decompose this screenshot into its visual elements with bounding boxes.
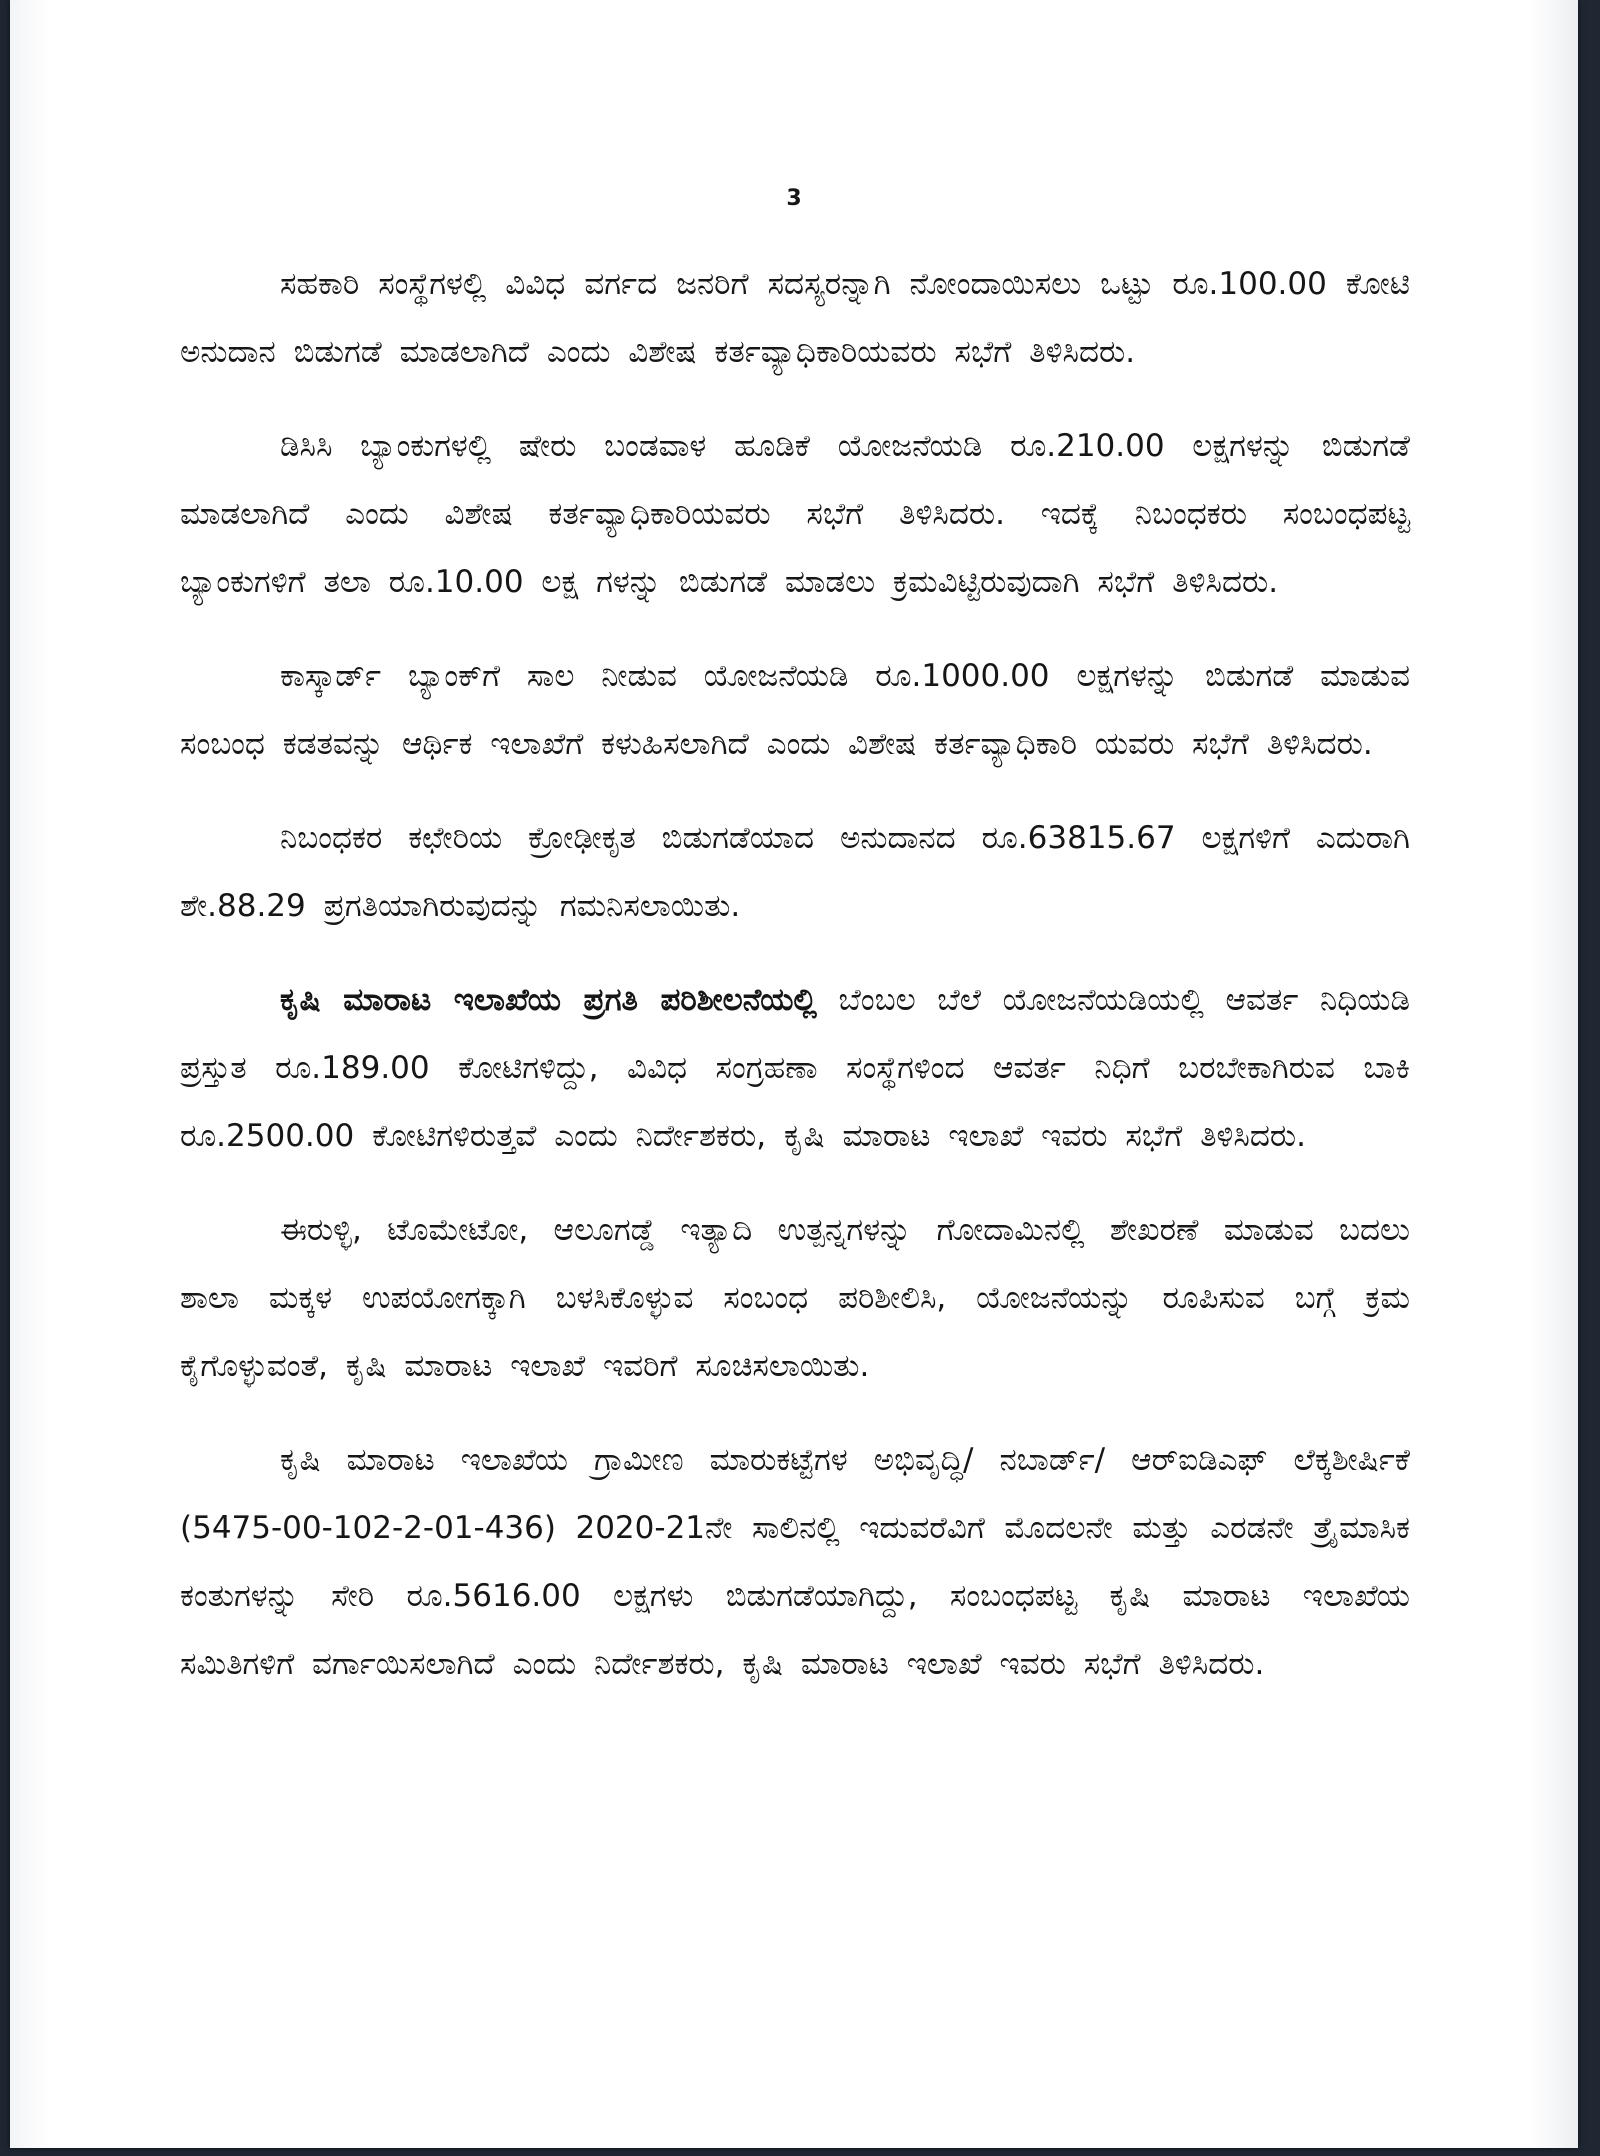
paragraph-5	[180, 966, 1410, 1170]
paragraph-1	[180, 250, 1410, 386]
paragraph-text: ಸಹಕಾರಿ ಸಂಸ್ಥೆಗಳಲ್ಲಿ ವಿವಿಧ ವರ್ಗದ ಜನರಿಗೆ ಸದಸ್ಯರನ್ನಾಗಿ ನೋಂದಾಯಿಸಲು ಒಟ್ಟು ರೂ.100.00 ಕೋಟಿ ಅನುದಾನ ಬಿಡುಗಡೆ ಮಾಡಲಾಗಿದೆ ಎಂದು ವಿಶೇಷ ಕರ್ತವ್ಯಾಧಿಕಾರಿಯವರು ಸಭೆಗೆ ತಿಳಿಸಿದರು.	[180, 266, 1410, 370]
paragraph-bold-lead: ಕೃಷಿ ಮಾರಾಟ ಇಲಾಖೆಯ ಪ್ರಗತಿ ಪರಿಶೀಲನೆಯಲ್ಲಿ	[280, 982, 817, 1018]
paragraph-text: ಈರುಳ್ಳಿ, ಟೊಮೇಟೋ, ಆಲೂಗಡ್ಡೆ ಇತ್ಯಾದಿ ಉತ್ಪನ್ನಗಳನ್ನು ಗೋದಾಮಿನಲ್ಲಿ ಶೇಖರಣೆ ಮಾಡುವ ಬದಲು ಶಾಲಾ ಮಕ್ಕಳ ಉಪಯೋಗಕ್ಕಾಗಿ ಬಳಸಿಕೊಳ್ಳುವ ಸಂಬಂಧ ಪರಿಶೀಲಿಸಿ, ಯೋಜನೆಯನ್ನು ರೂಪಿಸುವ ಬಗ್ಗೆ ಕ್ರಮ ಕೈಗೊಳ್ಳುವಂತೆ, ಕೃಷಿ ಮಾರಾಟ ಇಲಾಖೆ ಇವರಿಗೆ ಸೂಚಿಸಲಾಯಿತು.	[180, 1212, 1410, 1384]
paragraph-4	[180, 804, 1410, 940]
paragraph-2	[180, 412, 1410, 616]
paragraph-3	[180, 642, 1410, 778]
paragraph-text: ಕೃಷಿ ಮಾರಾಟ ಇಲಾಖೆಯ ಗ್ರಾಮೀಣ ಮಾರುಕಟ್ಟೆಗಳ ಅಭಿವೃದ್ಧಿ/ ನಬಾರ್ಡ್/ ಆರ್‌ಐಡಿಎಫ್ ಲೆಕ್ಕಶೀರ್ಷಿಕೆ (5475-00-102-2-01-436) 2020-21ನೇ ಸಾಲಿನಲ್ಲಿ ಇದುವರೆವಿಗೆ ಮೊದಲನೇ ಮತ್ತು ಎರಡನೇ ತ್ರೈಮಾಸಿಕ ಕಂತುಗಳನ್ನು ಸೇರಿ ರೂ.5616.00 ಲಕ್ಷಗಳು ಬಿಡುಗಡೆಯಾಗಿದ್ದು, ಸಂಬಂಧಪಟ್ಟ ಕೃಷಿ ಮಾರಾಟ ಇಲಾಖೆಯ ಸಮಿತಿಗಳಿಗೆ ವರ್ಗಾಯಿಸಲಾಗಿದೆ ಎಂದು ನಿರ್ದೇಶಕರು, ಕೃಷಿ ಮಾರಾಟ ಇಲಾಖೆ ಇವರು ಸಭೆಗೆ ತಿಳಿಸಿದರು.	[180, 1442, 1410, 1682]
paragraph-text: ಡಿಸಿಸಿ ಬ್ಯಾಂಕುಗಳಲ್ಲಿ ಷೇರು ಬಂಡವಾಳ ಹೂಡಿಕೆ ಯೋಜನೆಯಡಿ ರೂ.210.00 ಲಕ್ಷಗಳನ್ನು ಬಿಡುಗಡೆ ಮಾಡಲಾಗಿದೆ ಎಂದು ವಿಶೇಷ ಕರ್ತವ್ಯಾಧಿಕಾರಿಯವರು ಸಭೆಗೆ ತಿಳಿಸಿದರು. ಇದಕ್ಕೆ ನಿಬಂಧಕರು ಸಂಬಂಧಪಟ್ಟ ಬ್ಯಾಂಕುಗಳಿಗೆ ತಲಾ ರೂ.10.00 ಲಕ್ಷ ಗಳನ್ನು ಬಿಡುಗಡೆ ಮಾಡಲು ಕ್ರಮವಿಟ್ಟಿರುವುದಾಗಿ ಸಭೆಗೆ ತಿಳಿಸಿದರು.	[180, 428, 1410, 600]
paragraph-7	[180, 1426, 1410, 1698]
document-page	[10, 0, 1578, 2148]
document-body	[180, 250, 1410, 1724]
paragraph-text: ನಿಬಂಧಕರ ಕಛೇರಿಯ ಕ್ರೋಢೀಕೃತ ಬಿಡುಗಡೆಯಾದ ಅನುದಾನದ ರೂ.63815.67 ಲಕ್ಷಗಳಿಗೆ ಎದುರಾಗಿ ಶೇ.88.29 ಪ್ರಗತಿಯಾಗಿರುವುದನ್ನು ಗಮನಿಸಲಾಯಿತು.	[180, 820, 1410, 924]
paragraph-text: ಕಾಸ್ಕಾರ್ಡ್ ಬ್ಯಾಂಕ್‌ಗೆ ಸಾಲ ನೀಡುವ ಯೋಜನೆಯಡಿ ರೂ.1000.00 ಲಕ್ಷಗಳನ್ನು ಬಿಡುಗಡೆ ಮಾಡುವ ಸಂಬಂಧ ಕಡತವನ್ನು ಆರ್ಥಿಕ ಇಲಾಖೆಗೆ ಕಳುಹಿಸಲಾಗಿದೆ ಎಂದು ವಿಶೇಷ ಕರ್ತವ್ಯಾಧಿಕಾರಿ ಯವರು ಸಭೆಗೆ ತಿಳಿಸಿದರು.	[180, 658, 1410, 762]
page-number: 3	[786, 186, 802, 211]
paragraph-6	[180, 1196, 1410, 1400]
paragraph-text: ಬೆಂಬಲ ಬೆಲೆ ಯೋಜನೆಯಡಿಯಲ್ಲಿ ಆವರ್ತ ನಿಧಿಯಡಿ ಪ್ರಸ್ತುತ ರೂ.189.00 ಕೋಟಿಗಳಿದ್ದು, ವಿವಿಧ ಸಂಗ್ರಹಣಾ ಸಂಸ್ಥೆಗಳಿಂದ ಆವರ್ತ ನಿಧಿಗೆ ಬರಬೇಕಾಗಿರುವ ಬಾಕಿ ರೂ.2500.00 ಕೋಟಿಗಳಿರುತ್ತವೆ ಎಂದು ನಿರ್ದೇಶಕರು, ಕೃಷಿ ಮಾರಾಟ ಇಲಾಖೆ ಇವರು ಸಭೆಗೆ ತಿಳಿಸಿದರು.	[180, 982, 1411, 1154]
